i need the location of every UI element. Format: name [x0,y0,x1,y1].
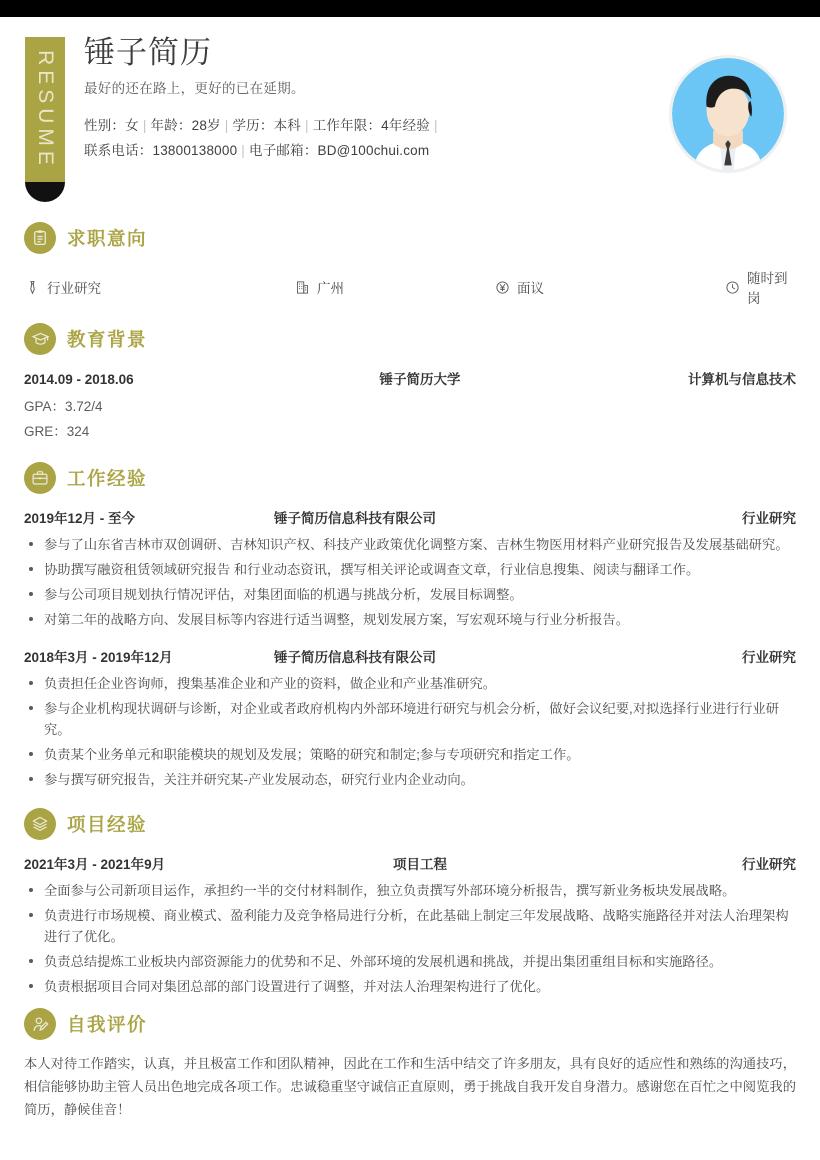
header-body [84,35,644,164]
header-info-line-1 [84,114,644,139]
resume-side-tab [25,37,65,182]
layers-icon [24,808,56,840]
clock-icon [724,279,740,295]
project-role: 行业研究 [742,857,796,872]
education-gre: GRE：324 [24,423,90,439]
header-slogan: 最好的还在路上，更好的已在延期。 [84,80,305,96]
tie-icon [24,279,40,295]
education-entry [24,368,796,445]
section-self-evaluation [24,1008,796,1122]
graduation-cap-icon [24,323,56,355]
info-email: 电子邮箱：BD@100chui.com [249,142,430,158]
project-name: 项目工程 [393,857,447,872]
briefcase-icon [24,462,56,494]
list-item: 负责根据项目合同对集团总部的部门设置进行了调整，并对法人治理架构进行了优化。 [24,976,796,997]
info-gender: 性别：女 [84,117,139,133]
section-header [24,462,796,494]
resume-side-tab-cap [25,182,65,202]
work-company: 锤子简历信息科技有限公司 [274,650,436,665]
work-entry [24,646,796,790]
section-job-intention [24,222,796,307]
work-company: 锤子简历信息科技有限公司 [274,511,436,526]
section-header [24,222,796,254]
header-info-line-2 [84,139,644,164]
list-item: 参与撰写研究报告，关注并研究某-产业发展动态，研究行业内企业动向。 [24,769,796,790]
education-major: 计算机与信息技术 [688,372,796,387]
section-title: 项目经验 [67,814,148,835]
clipboard-icon [24,222,56,254]
section-title: 求职意向 [67,228,148,249]
section-header [24,323,796,355]
list-item: 负责某个业务单元和职能模块的规划及发展；策略的研究和制定;参与专项研究和指定工作。 [24,744,796,765]
section-project-experience [24,808,796,1001]
info-divider: | [142,117,147,133]
work-bullets [24,534,796,630]
avatar [669,55,787,173]
list-item: 参与了山东省吉林市双创调研、吉林知识产权、科技产业政策优化调整方案、吉林生物医用材料产业研究报告及发展基础研究。 [24,534,796,555]
info-divider: | [304,117,309,133]
info-phone: 联系电话：13800138000 [84,142,238,158]
info-degree: 学历：本科 [232,117,301,133]
info-divider: | [434,117,438,133]
intention-position-label: 行业研究 [47,281,101,296]
info-experience: 工作年限：4年经验 [312,117,430,133]
list-item: 参与企业机构现状调研与诊断，对企业或者政府机构内外部环境进行研究与机会分析，做好会议纪要,对拟选择行业进行行业研究。 [24,698,796,740]
project-entry [24,853,796,997]
intention-salary-label: 面议 [517,281,544,296]
building-icon [294,279,310,295]
avatar-illustration [672,58,784,170]
info-age: 年龄：28岁 [150,117,221,133]
intention-city-label: 广州 [317,281,344,296]
resume-header [0,17,820,192]
work-bullets [24,673,796,790]
project-date: 2021年3月 - 2021年9月 [24,857,166,872]
section-title: 工作经验 [67,468,148,489]
list-item: 负责总结提炼工业板块内部资源能力的优势和不足、外部环境的发展机遇和挑战，并提出集团重组目标和实施路径。 [24,951,796,972]
list-item: 负责担任企业咨询师，搜集基准企业和产业的资料，做企业和产业基准研究。 [24,673,796,694]
page-title: 锤子简历 [84,35,212,70]
education-gpa: GPA：3.72/4 [24,399,103,414]
list-item: 全面参与公司新项目运作，承担约一半的交付材料制作，独立负责撰写外部环境分析报告，撰写新业务板块发展战略。 [24,880,796,901]
resume-side-tab-label: RESUME [34,49,57,170]
yen-icon [494,279,510,295]
info-divider: | [241,142,246,158]
education-date: 2014.09 - 2018.06 [24,372,134,387]
job-intention-row [24,267,796,307]
project-bullets [24,880,796,997]
work-date: 2018年3月 - 2019年12月 [24,650,173,665]
list-item: 负责进行市场规模、商业模式、盈利能力及竞争格局进行分析，在此基础上制定三年发展战略、战略实施路径并对法人治理架构进行了优化。 [24,905,796,947]
section-title: 教育背景 [67,329,148,350]
work-role: 行业研究 [742,511,796,526]
section-title: 自我评价 [67,1014,148,1035]
intention-availability [724,267,796,307]
section-work-experience [24,462,796,794]
work-role: 行业研究 [742,650,796,665]
list-item: 对第二年的战略方向、发展目标等内容进行适当调整，规划发展方案，写宏观环境与行业分析报告。 [24,609,796,630]
work-entry-head [24,646,796,666]
work-date: 2019年12月 - 至今 [24,511,136,526]
person-edit-icon [24,1008,56,1040]
education-school: 锤子简历大学 [379,372,461,387]
section-education [24,323,796,445]
work-entry-head [24,507,796,527]
intention-availability-label: 随时到岗 [747,271,788,306]
intention-city [294,267,494,307]
work-entry [24,507,796,630]
intention-salary [494,267,724,307]
list-item: 参与公司项目规划执行情况评估，对集团面临的机遇与挑战分析，发展目标调整。 [24,584,796,605]
list-item: 协助撰写融资租赁领域研究报告 和行业动态资讯，撰写相关评论或调查文章，行业信息搜集、阅读与翻译工作。 [24,559,796,580]
intention-position [24,267,294,307]
project-entry-head [24,853,796,873]
education-entry-head [24,368,796,388]
self-evaluation-text: 本人对待工作踏实，认真，并且极富工作和团队精神，因此在工作和生活中结交了许多朋友，具有良好的适应性和熟练的沟通技巧，相信能够协助主管人员出色地完成各项工作。忠诚稳重坚守诚信正直原则，勇于挑战自我开发自身潜力。感谢您在百忙之中阅览我的简历，静候佳音！ [24,1056,796,1117]
section-header [24,1008,796,1040]
section-header [24,808,796,840]
top-black-bar [0,0,820,17]
info-divider: | [224,117,229,133]
